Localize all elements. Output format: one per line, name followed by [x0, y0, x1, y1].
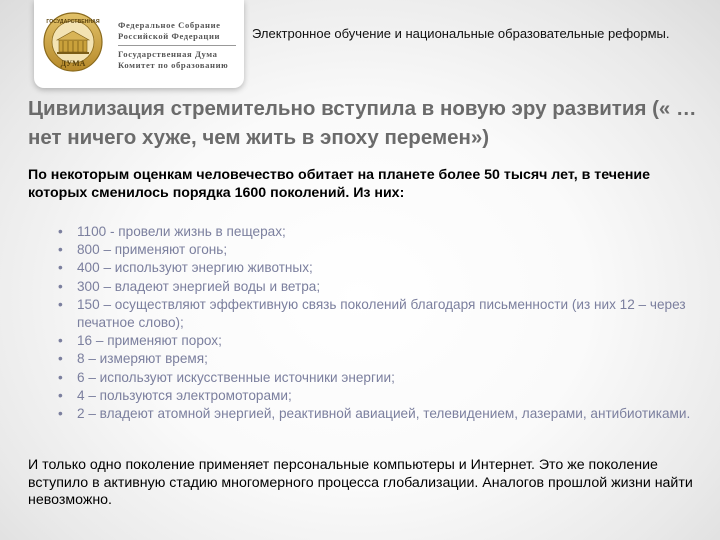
state-duma-emblem-icon: [42, 8, 104, 80]
list-item: • 400 – используют энергию животных;: [44, 259, 694, 277]
logo-block: [34, 0, 244, 88]
emblem-text-top: ГОСУДАРСТВЕННАЯ: [46, 19, 100, 25]
list-item: • 150 – осуществляют эффективную связь поколений благодаря письменности (из них 12 – через печатное слово);: [44, 296, 694, 332]
list-item: • 16 – применяют порох;: [44, 332, 694, 350]
intro-paragraph: По некоторым оценкам человечество обитает на планете более 50 тысяч лет, в течение которых сменилось порядка 1600 поколений. Из них:: [28, 167, 651, 201]
list-item: • 6 – используют искусственные источники энергии;: [44, 369, 694, 387]
list-item: • 4 – пользуются электромоторами;: [44, 387, 694, 405]
emblem-text-bottom: ДУМА: [60, 59, 86, 68]
org-line-4: Комитет по образованию: [118, 60, 229, 70]
list-item: • 2 – владеют атомной энергией, реактивной авиацией, телевидением, лазерами, антибиотиками.: [44, 405, 694, 423]
org-line-1: Федеральное Собрание: [118, 20, 221, 30]
org-line-2: Российской Федерации: [118, 31, 221, 41]
org-divider: [118, 45, 236, 46]
slide-title: Цивилизация стремительно вступила в новую эру развития (« … нет ничего хуже, чем жить в эпоху перемен»): [28, 97, 697, 149]
organization-name: [118, 20, 242, 71]
generations-list: [44, 223, 694, 423]
outro-paragraph: И только одно поколение применяет персональные компьютеры и Интернет. Это же поколение вступило в активную стадию многомерного процесса глобализации. Аналогов прошлой жизни найти невозможно.: [28, 457, 693, 508]
org-line-3: Государственная Дума: [118, 49, 218, 59]
list-item: • 1100 - провели жизнь в пещерах;: [44, 223, 694, 241]
list-item: • 8 – измеряют время;: [44, 350, 694, 368]
header-title: Электронное обучение и национальные образовательные реформы.: [252, 26, 670, 41]
list-item: • 800 – применяют огонь;: [44, 241, 694, 259]
list-item: • 300 – владеют энергией воды и ветра;: [44, 278, 694, 296]
